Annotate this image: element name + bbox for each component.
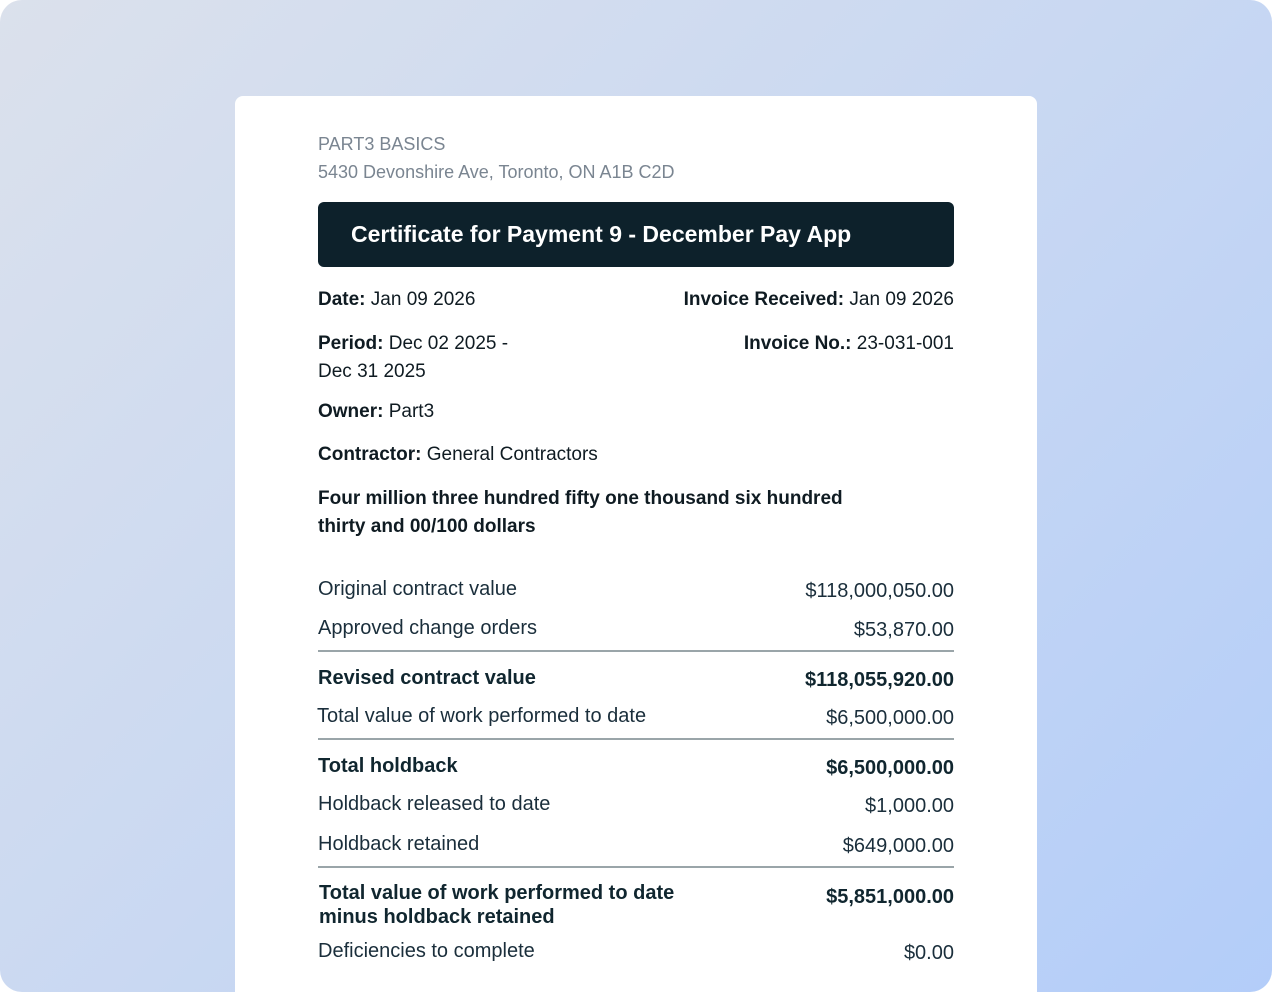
divider <box>318 650 954 652</box>
divider <box>318 738 954 740</box>
amount-in-words-line1: Four million three hundred fifty one thousand six hundred <box>318 488 843 509</box>
summary-label: Total holdback <box>318 755 458 777</box>
invoice-received-field <box>684 286 954 314</box>
summary-value: $0.00 <box>903 942 954 964</box>
period-start: Dec 02 2025 - <box>388 333 509 354</box>
invoice-no-value: 23-031-001 <box>856 333 954 354</box>
invoice-no-label: Invoice No.: <box>743 333 852 354</box>
owner-label: Owner: <box>318 401 384 422</box>
summary-value: $649,000.00 <box>842 835 954 857</box>
summary-label: Deficiencies to complete <box>318 940 535 962</box>
contractor-field <box>318 441 598 469</box>
payment-certificate-card <box>235 96 1037 992</box>
certificate-title: Certificate for Payment 9 - December Pay App <box>351 221 852 247</box>
summary-value: $118,000,050.00 <box>805 580 954 602</box>
invoice-received-label: Invoice Received: <box>683 289 845 310</box>
summary-label: Approved change orders <box>318 617 538 639</box>
summary-label: Total value of work performed to date minus holdback retained <box>319 882 675 928</box>
summary-value: $5,851,000.00 <box>826 886 954 908</box>
summary-label: Total value of work performed to date <box>317 705 647 727</box>
summary-row-change-orders <box>318 614 954 644</box>
summary-row-holdback-retained <box>318 830 954 860</box>
summary-row-revised-contract <box>318 664 954 694</box>
date-value: Jan 09 2026 <box>370 289 476 310</box>
summary-label: Holdback retained <box>318 833 480 855</box>
summary-label: Original contract value <box>318 578 517 600</box>
summary-row-net-work-performed <box>318 881 954 931</box>
summary-value: $6,500,000.00 <box>826 707 954 729</box>
summary-label: Revised contract value <box>318 667 536 689</box>
summary-value: $53,870.00 <box>853 619 954 641</box>
owner-field <box>318 398 434 426</box>
summary-row-total-holdback <box>318 752 954 782</box>
summary-value: $6,500,000.00 <box>826 757 954 779</box>
contractor-value: General Contractors <box>426 444 598 465</box>
period-end: Dec 31 2025 <box>318 361 426 382</box>
divider <box>318 866 954 868</box>
company-header <box>318 130 675 186</box>
certificate-title-banner <box>318 202 954 267</box>
summary-value: $1,000.00 <box>865 795 954 817</box>
summary-value: $118,055,920.00 <box>804 669 954 691</box>
invoice-received-value: Jan 09 2026 <box>849 289 954 310</box>
summary-row-original-contract <box>318 575 954 605</box>
owner-value: Part3 <box>388 401 435 422</box>
date-field <box>318 286 475 314</box>
summary-label: Holdback released to date <box>318 793 551 815</box>
company-address: 5430 Devonshire Ave, Toronto, ON A1B C2D <box>318 162 675 182</box>
summary-row-work-performed <box>318 702 954 732</box>
amount-in-words-line2: thirty and 00/100 dollars <box>318 516 536 537</box>
period-field <box>318 330 508 386</box>
contractor-label: Contractor: <box>318 444 422 465</box>
summary-row-deficiencies <box>318 937 954 967</box>
date-label: Date: <box>318 289 366 310</box>
invoice-no-field <box>744 330 954 358</box>
amount-in-words <box>318 485 918 541</box>
period-label: Period: <box>318 333 384 354</box>
summary-row-holdback-released <box>318 790 954 820</box>
company-name: PART3 BASICS <box>318 134 446 154</box>
